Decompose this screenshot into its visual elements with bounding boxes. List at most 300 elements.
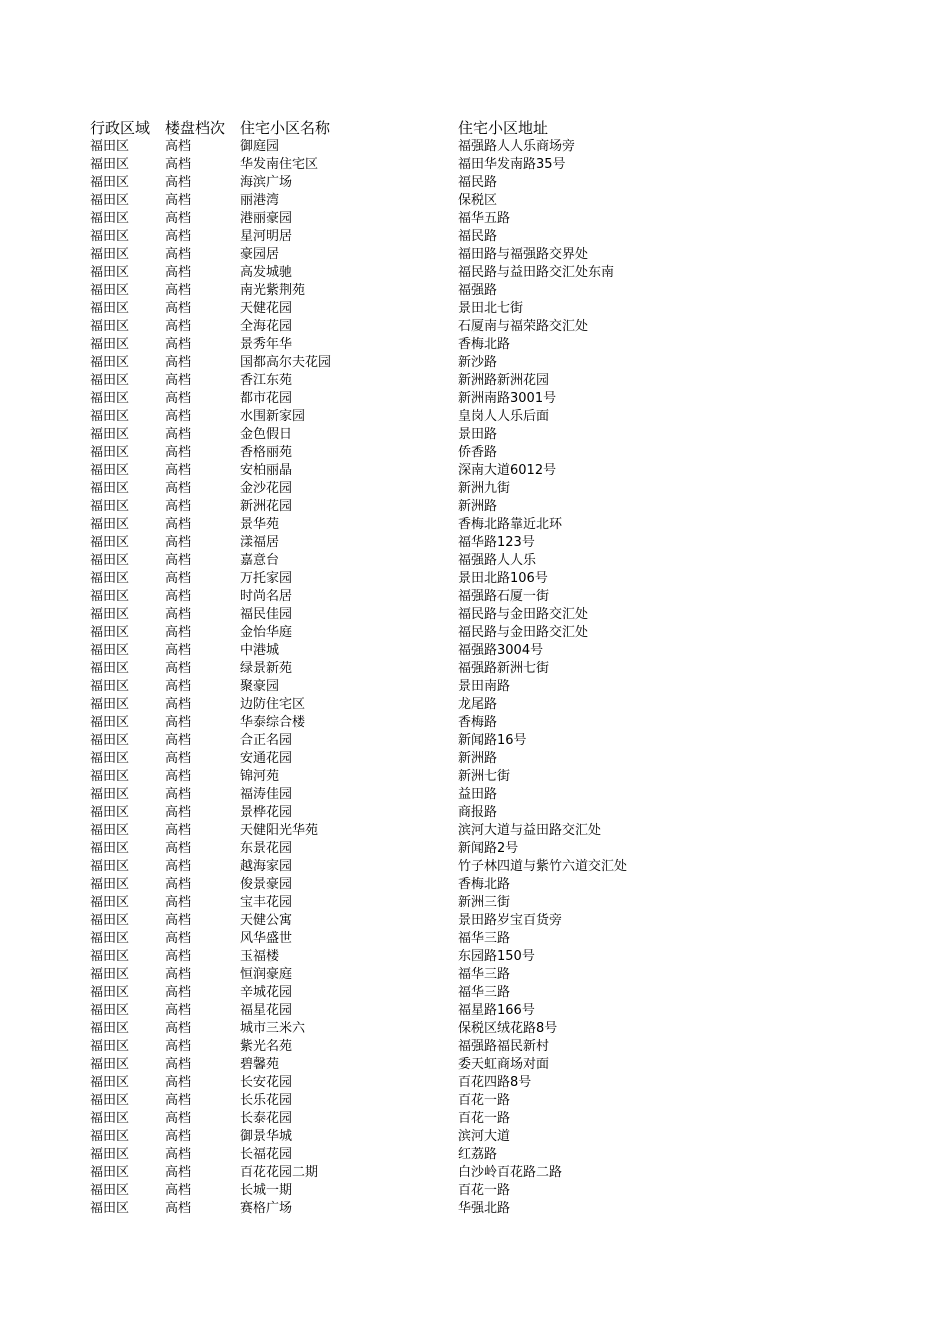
cell-district: 福田区	[90, 445, 130, 460]
cell-community-name: 金怡华庭	[240, 625, 293, 640]
cell-community-name: 长安花园	[240, 1075, 293, 1090]
cell-district: 福田区	[90, 1111, 130, 1126]
cell-district: 福田区	[90, 895, 130, 910]
table-row	[90, 498, 758, 516]
cell-community-address: 福强路人人乐商场旁	[458, 139, 576, 154]
cell-community-address: 滨河大道	[458, 1129, 511, 1144]
cell-community-name: 时尚名居	[240, 589, 293, 604]
cell-community-name: 都市花园	[240, 391, 293, 406]
cell-community-address: 百花一路	[458, 1183, 511, 1198]
cell-community-name: 碧馨苑	[240, 1057, 280, 1072]
table-row	[90, 768, 758, 786]
cell-grade: 高档	[165, 895, 192, 910]
cell-grade: 高档	[165, 1057, 192, 1072]
cell-district: 福田区	[90, 517, 130, 532]
cell-district: 福田区	[90, 1165, 130, 1180]
cell-district: 福田区	[90, 499, 130, 514]
table-row	[90, 1146, 758, 1164]
table-row	[90, 1110, 758, 1128]
cell-district: 福田区	[90, 373, 130, 388]
table-row	[90, 480, 758, 498]
cell-community-address: 香梅北路	[458, 337, 511, 352]
cell-grade: 高档	[165, 463, 192, 478]
cell-community-address: 福华三路	[458, 967, 511, 982]
table-row	[90, 984, 758, 1002]
table-row	[90, 1092, 758, 1110]
cell-grade: 高档	[165, 769, 192, 784]
cell-community-name: 全海花园	[240, 319, 293, 334]
cell-district: 福田区	[90, 391, 130, 406]
table-row	[90, 138, 758, 156]
cell-community-name: 宝丰花园	[240, 895, 293, 910]
cell-grade: 高档	[165, 967, 192, 982]
cell-community-address: 香梅路	[458, 715, 498, 730]
cell-community-name: 香江东苑	[240, 373, 293, 388]
table-row	[90, 552, 758, 570]
cell-district: 福田区	[90, 1183, 130, 1198]
table-row	[90, 426, 758, 444]
cell-community-address: 新闻路2号	[458, 841, 519, 856]
cell-grade: 高档	[165, 409, 192, 424]
cell-grade: 高档	[165, 1003, 192, 1018]
cell-community-address: 福强路福民新村	[458, 1039, 550, 1054]
table-row	[90, 930, 758, 948]
cell-community-name: 御景华城	[240, 1129, 293, 1144]
cell-district: 福田区	[90, 787, 130, 802]
table-row	[90, 588, 758, 606]
cell-community-name: 港丽豪园	[240, 211, 293, 226]
cell-district: 福田区	[90, 1129, 130, 1144]
table-row	[90, 1182, 758, 1200]
cell-community-name: 丽港湾	[240, 193, 280, 208]
cell-grade: 高档	[165, 1183, 192, 1198]
cell-district: 福田区	[90, 265, 130, 280]
cell-district: 福田区	[90, 229, 130, 244]
cell-community-address: 福强路3004号	[458, 643, 544, 658]
cell-community-name: 天健阳光华苑	[240, 823, 319, 838]
cell-community-name: 福涛佳园	[240, 787, 293, 802]
cell-community-name: 赛格广场	[240, 1201, 293, 1216]
table-row	[90, 1020, 758, 1038]
table-row	[90, 336, 758, 354]
cell-community-address: 福华路123号	[458, 535, 535, 550]
cell-district: 福田区	[90, 1093, 130, 1108]
cell-grade: 高档	[165, 1039, 192, 1054]
cell-grade: 高档	[165, 337, 192, 352]
spreadsheet-sheet	[90, 118, 870, 1218]
cell-grade: 高档	[165, 1201, 192, 1216]
cell-district: 福田区	[90, 823, 130, 838]
cell-grade: 高档	[165, 1093, 192, 1108]
cell-grade: 高档	[165, 643, 192, 658]
table-row	[90, 462, 758, 480]
cell-grade: 高档	[165, 1075, 192, 1090]
table-row	[90, 714, 758, 732]
cell-community-name: 万托家园	[240, 571, 293, 586]
cell-district: 福田区	[90, 661, 130, 676]
cell-district: 福田区	[90, 319, 130, 334]
cell-grade: 高档	[165, 661, 192, 676]
table-row	[90, 876, 758, 894]
table-row	[90, 282, 758, 300]
cell-grade: 高档	[165, 445, 192, 460]
table-row	[90, 1200, 758, 1218]
cell-community-name: 景秀年华	[240, 337, 293, 352]
table-row	[90, 732, 758, 750]
table-row	[90, 966, 758, 984]
cell-grade: 高档	[165, 1165, 192, 1180]
cell-community-address: 福民路与金田路交汇处	[458, 607, 589, 622]
table-row	[90, 174, 758, 192]
cell-community-address: 福民路与益田路交汇处东南	[458, 265, 615, 280]
cell-community-name: 南光紫荆苑	[240, 283, 306, 298]
cell-community-name: 辛城花园	[240, 985, 293, 1000]
cell-grade: 高档	[165, 1111, 192, 1126]
cell-district: 福田区	[90, 463, 130, 478]
cell-grade: 高档	[165, 823, 192, 838]
table-row	[90, 624, 758, 642]
cell-grade: 高档	[165, 607, 192, 622]
cell-district: 福田区	[90, 949, 130, 964]
table-row	[90, 192, 758, 210]
cell-community-name: 景华苑	[240, 517, 280, 532]
cell-community-address: 景田南路	[458, 679, 511, 694]
header-row	[90, 118, 758, 138]
cell-community-name: 合正名园	[240, 733, 293, 748]
cell-community-name: 金沙花园	[240, 481, 293, 496]
cell-community-address: 福民路与金田路交汇处	[458, 625, 589, 640]
header-district: 行政区域	[90, 119, 151, 137]
cell-community-address: 福田华发南路35号	[458, 157, 566, 172]
cell-district: 福田区	[90, 535, 130, 550]
cell-community-name: 星河明居	[240, 229, 293, 244]
cell-grade: 高档	[165, 391, 192, 406]
cell-community-address: 新洲路	[458, 751, 498, 766]
cell-community-address: 竹子林四道与紫竹六道交汇处	[458, 859, 628, 874]
cell-community-address: 新洲南路3001号	[458, 391, 557, 406]
table-row	[90, 660, 758, 678]
cell-district: 福田区	[90, 859, 130, 874]
cell-community-name: 玉福楼	[240, 949, 280, 964]
cell-community-address: 白沙岭百花路二路	[458, 1165, 563, 1180]
cell-community-address: 福民路	[458, 229, 498, 244]
cell-community-name: 华发南住宅区	[240, 157, 319, 172]
table-row	[90, 246, 758, 264]
cell-community-name: 长城一期	[240, 1183, 293, 1198]
table-row	[90, 570, 758, 588]
cell-community-address: 百花四路8号	[458, 1075, 532, 1090]
cell-grade: 高档	[165, 589, 192, 604]
table-row	[90, 534, 758, 552]
cell-community-address: 百花一路	[458, 1093, 511, 1108]
cell-district: 福田区	[90, 1201, 130, 1216]
cell-district: 福田区	[90, 247, 130, 262]
table-row	[90, 354, 758, 372]
cell-district: 福田区	[90, 985, 130, 1000]
cell-community-name: 长乐花园	[240, 1093, 293, 1108]
cell-grade: 高档	[165, 715, 192, 730]
cell-community-name: 安通花园	[240, 751, 293, 766]
cell-community-name: 紫光名苑	[240, 1039, 293, 1054]
cell-district: 福田区	[90, 553, 130, 568]
table-row	[90, 264, 758, 282]
cell-community-address: 景田路岁宝百货旁	[458, 913, 563, 928]
cell-district: 福田区	[90, 769, 130, 784]
cell-community-name: 天健花园	[240, 301, 293, 316]
cell-district: 福田区	[90, 589, 130, 604]
cell-district: 福田区	[90, 697, 130, 712]
cell-community-address: 益田路	[458, 787, 498, 802]
cell-community-name: 俊景豪园	[240, 877, 293, 892]
cell-community-address: 龙尾路	[458, 697, 498, 712]
cell-community-address: 福华三路	[458, 931, 511, 946]
cell-district: 福田区	[90, 283, 130, 298]
cell-community-address: 侨香路	[458, 445, 498, 460]
cell-district: 福田区	[90, 1003, 130, 1018]
cell-grade: 高档	[165, 481, 192, 496]
cell-grade: 高档	[165, 787, 192, 802]
cell-community-address: 新洲九街	[458, 481, 511, 496]
cell-community-address: 新闻路16号	[458, 733, 527, 748]
cell-community-name: 嘉意台	[240, 553, 280, 568]
cell-district: 福田区	[90, 805, 130, 820]
cell-community-address: 东园路150号	[458, 949, 535, 964]
cell-district: 福田区	[90, 877, 130, 892]
cell-community-address: 新洲七街	[458, 769, 511, 784]
cell-district: 福田区	[90, 751, 130, 766]
cell-district: 福田区	[90, 1057, 130, 1072]
cell-grade: 高档	[165, 283, 192, 298]
cell-grade: 高档	[165, 553, 192, 568]
cell-community-address: 福强路新洲七街	[458, 661, 550, 676]
cell-community-name: 景桦花园	[240, 805, 293, 820]
cell-community-address: 香梅北路	[458, 877, 511, 892]
cell-grade: 高档	[165, 265, 192, 280]
cell-district: 福田区	[90, 679, 130, 694]
table-row	[90, 750, 758, 768]
cell-community-name: 新洲花园	[240, 499, 293, 514]
cell-district: 福田区	[90, 157, 130, 172]
cell-community-name: 锦河苑	[240, 769, 280, 784]
cell-grade: 高档	[165, 805, 192, 820]
table-row	[90, 840, 758, 858]
table-row	[90, 444, 758, 462]
cell-grade: 高档	[165, 751, 192, 766]
table-row	[90, 822, 758, 840]
cell-community-address: 福强路	[458, 283, 498, 298]
table-row	[90, 1002, 758, 1020]
cell-community-name: 城市三米六	[240, 1021, 306, 1036]
cell-community-address: 景田路	[458, 427, 498, 442]
cell-community-name: 长福花园	[240, 1147, 293, 1162]
cell-grade: 高档	[165, 211, 192, 226]
cell-district: 福田区	[90, 211, 130, 226]
cell-community-address: 深南大道6012号	[458, 463, 557, 478]
cell-community-address: 新沙路	[458, 355, 498, 370]
cell-community-name: 东景花园	[240, 841, 293, 856]
cell-grade: 高档	[165, 355, 192, 370]
cell-district: 福田区	[90, 355, 130, 370]
cell-district: 福田区	[90, 571, 130, 586]
cell-community-name: 风华盛世	[240, 931, 293, 946]
table-row	[90, 642, 758, 660]
cell-community-address: 保税区绒花路8号	[458, 1021, 558, 1036]
table-row	[90, 696, 758, 714]
cell-grade: 高档	[165, 1021, 192, 1036]
cell-grade: 高档	[165, 247, 192, 262]
cell-community-address: 福强路人人乐	[458, 553, 537, 568]
table-row	[90, 1164, 758, 1182]
table-row	[90, 1056, 758, 1074]
cell-grade: 高档	[165, 625, 192, 640]
cell-community-address: 红荔路	[458, 1147, 498, 1162]
cell-grade: 高档	[165, 697, 192, 712]
cell-community-name: 高发城驰	[240, 265, 293, 280]
cell-grade: 高档	[165, 841, 192, 856]
cell-community-address: 福强路石厦一街	[458, 589, 550, 604]
cell-district: 福田区	[90, 139, 130, 154]
cell-grade: 高档	[165, 877, 192, 892]
table-row	[90, 1038, 758, 1056]
cell-community-name: 恒润豪庭	[240, 967, 293, 982]
cell-community-address: 华强北路	[458, 1201, 511, 1216]
cell-community-address: 百花一路	[458, 1111, 511, 1126]
cell-grade: 高档	[165, 859, 192, 874]
cell-grade: 高档	[165, 193, 192, 208]
cell-district: 福田区	[90, 1039, 130, 1054]
cell-community-address: 福华三路	[458, 985, 511, 1000]
table-row	[90, 786, 758, 804]
cell-community-address: 皇岗人人乐后面	[458, 409, 550, 424]
cell-community-address: 景田北七街	[458, 301, 524, 316]
cell-grade: 高档	[165, 1129, 192, 1144]
table-row	[90, 858, 758, 876]
cell-grade: 高档	[165, 319, 192, 334]
header-community-name: 住宅小区名称	[240, 119, 331, 137]
cell-grade: 高档	[165, 571, 192, 586]
cell-grade: 高档	[165, 229, 192, 244]
cell-district: 福田区	[90, 607, 130, 622]
cell-district: 福田区	[90, 625, 130, 640]
table-row	[90, 1128, 758, 1146]
table-row	[90, 300, 758, 318]
table-row	[90, 156, 758, 174]
table-row	[90, 1074, 758, 1092]
cell-grade: 高档	[165, 373, 192, 388]
cell-grade: 高档	[165, 679, 192, 694]
residential-table	[90, 118, 758, 1218]
cell-community-address: 福田路与福强路交界处	[458, 247, 589, 262]
cell-grade: 高档	[165, 139, 192, 154]
cell-community-name: 海滨广场	[240, 175, 293, 190]
cell-community-name: 御庭园	[240, 139, 280, 154]
cell-grade: 高档	[165, 733, 192, 748]
header-community-address: 住宅小区地址	[458, 119, 549, 137]
table-row	[90, 912, 758, 930]
cell-community-address: 石厦南与福荣路交汇处	[458, 319, 589, 334]
cell-community-name: 天健公寓	[240, 913, 293, 928]
table-row	[90, 516, 758, 534]
table-row	[90, 678, 758, 696]
cell-grade: 高档	[165, 499, 192, 514]
cell-community-address: 新洲路新洲花园	[458, 373, 550, 388]
table-row	[90, 606, 758, 624]
cell-district: 福田区	[90, 427, 130, 442]
cell-district: 福田区	[90, 715, 130, 730]
cell-community-address: 滨河大道与益田路交汇处	[458, 823, 602, 838]
cell-district: 福田区	[90, 193, 130, 208]
cell-district: 福田区	[90, 481, 130, 496]
cell-district: 福田区	[90, 1075, 130, 1090]
cell-district: 福田区	[90, 733, 130, 748]
cell-district: 福田区	[90, 1147, 130, 1162]
cell-community-address: 保税区	[458, 193, 498, 208]
cell-community-address: 新洲三街	[458, 895, 511, 910]
cell-community-name: 福星花园	[240, 1003, 293, 1018]
cell-community-address: 福民路	[458, 175, 498, 190]
cell-community-name: 香格丽苑	[240, 445, 293, 460]
table-row	[90, 210, 758, 228]
cell-community-address: 香梅北路靠近北环	[458, 517, 563, 532]
table-row	[90, 318, 758, 336]
cell-community-name: 水围新家园	[240, 409, 306, 424]
cell-district: 福田区	[90, 1021, 130, 1036]
cell-grade: 高档	[165, 1147, 192, 1162]
table-row	[90, 228, 758, 246]
table-row	[90, 390, 758, 408]
cell-community-name: 安柏丽晶	[240, 463, 293, 478]
cell-grade: 高档	[165, 427, 192, 442]
cell-grade: 高档	[165, 535, 192, 550]
cell-community-name: 漾福居	[240, 535, 280, 550]
cell-community-name: 越海家园	[240, 859, 293, 874]
table-row	[90, 948, 758, 966]
cell-grade: 高档	[165, 985, 192, 1000]
cell-district: 福田区	[90, 301, 130, 316]
cell-community-name: 国都高尔夫花园	[240, 355, 332, 370]
table-body	[90, 138, 758, 1218]
cell-community-name: 绿景新苑	[240, 661, 293, 676]
cell-community-address: 福星路166号	[458, 1003, 535, 1018]
cell-community-name: 中港城	[240, 643, 280, 658]
cell-district: 福田区	[90, 841, 130, 856]
cell-community-address: 景田北路106号	[458, 571, 548, 586]
table-row	[90, 372, 758, 390]
table-row	[90, 408, 758, 426]
cell-community-name: 百花花园二期	[240, 1165, 319, 1180]
table-row	[90, 804, 758, 822]
cell-community-address: 福华五路	[458, 211, 511, 226]
cell-grade: 高档	[165, 913, 192, 928]
cell-community-name: 边防住宅区	[240, 697, 306, 712]
cell-district: 福田区	[90, 913, 130, 928]
cell-grade: 高档	[165, 931, 192, 946]
cell-grade: 高档	[165, 517, 192, 532]
cell-district: 福田区	[90, 967, 130, 982]
cell-grade: 高档	[165, 301, 192, 316]
cell-grade: 高档	[165, 175, 192, 190]
cell-community-name: 福民佳园	[240, 607, 293, 622]
cell-district: 福田区	[90, 337, 130, 352]
cell-community-address: 委天虹商场对面	[458, 1057, 550, 1072]
table-row	[90, 894, 758, 912]
cell-district: 福田区	[90, 175, 130, 190]
cell-community-address: 新洲路	[458, 499, 498, 514]
cell-community-name: 长泰花园	[240, 1111, 293, 1126]
cell-grade: 高档	[165, 157, 192, 172]
cell-grade: 高档	[165, 949, 192, 964]
cell-district: 福田区	[90, 643, 130, 658]
